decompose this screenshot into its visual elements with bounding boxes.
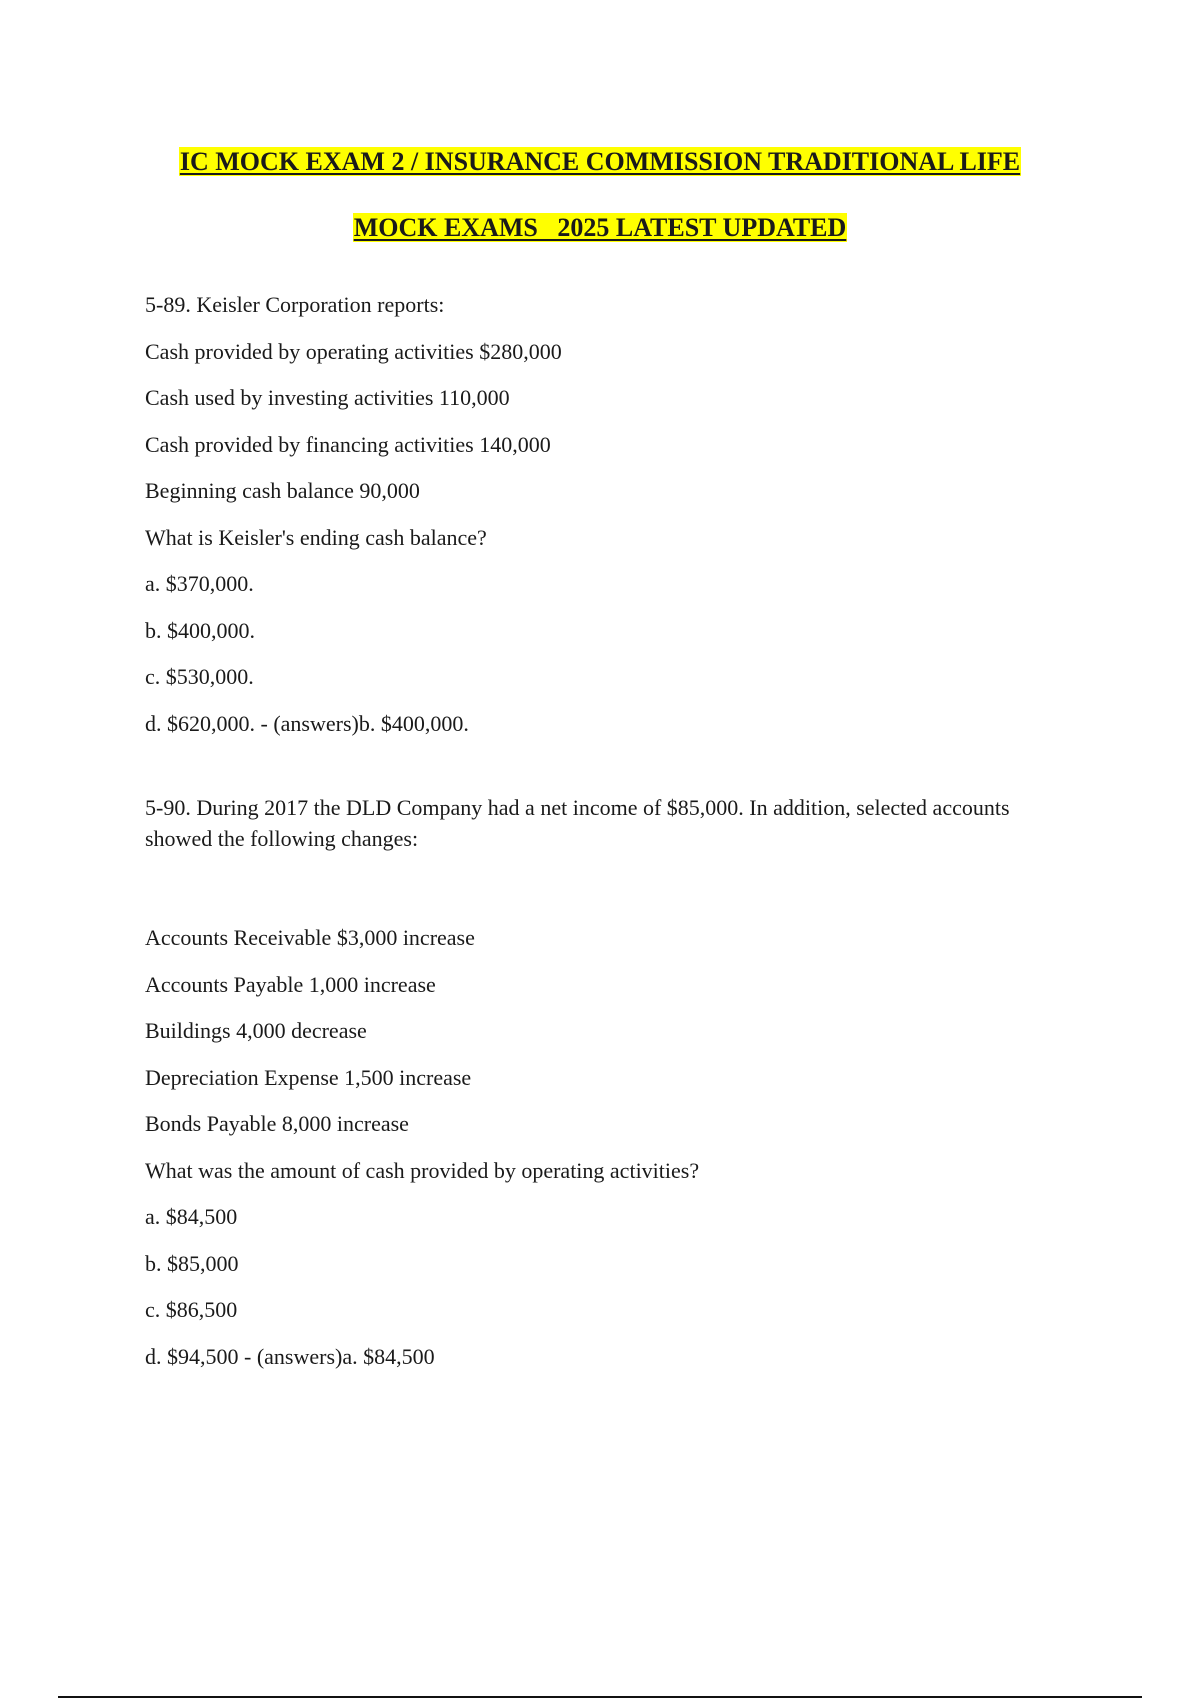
detail-line: Buildings 4,000 decrease <box>145 1018 367 1043</box>
answer-option-c: c. $86,500 <box>145 1297 238 1322</box>
detail-line: Beginning cash balance 90,000 <box>145 478 420 503</box>
footer-divider <box>58 1696 1142 1698</box>
answer-option-b: b. $400,000. <box>145 617 255 643</box>
question-stem: 5-89. Keisler Corporation reports: <box>145 292 445 317</box>
detail-line: Cash provided by financing activities 140,000 <box>145 431 551 457</box>
question-5-89 <box>145 282 1045 747</box>
answer-option-d: d. $620,000. - (answers)b. $400,000. <box>145 710 469 736</box>
answer-option-a: a. $370,000. <box>145 571 254 596</box>
title-text-2: MOCK EXAMS 2025 LATEST UPDATED <box>353 213 847 242</box>
detail-line: Depreciation Expense 1,500 increase <box>145 1064 472 1090</box>
question-stem: 5-90. During 2017 the DLD Company had a net income of $85,000. In addition, selected accounts showed the following changes: <box>145 795 1010 851</box>
question-prompt: What was the amount of cash provided by operating activities? <box>145 1157 700 1183</box>
answer-option-b: b. $85,000 <box>145 1250 239 1276</box>
detail-line: Cash used by investing activities 110,000 <box>145 385 510 410</box>
detail-line: Accounts Payable 1,000 increase <box>145 971 436 997</box>
document-title-line-2 <box>0 211 1200 245</box>
title-text-1: IC MOCK EXAM 2 / INSURANCE COMMISSION TRADITIONAL LIFE <box>179 147 1021 176</box>
question-prompt: What is Keisler's ending cash balance? <box>145 524 487 550</box>
detail-line: Accounts Receivable $3,000 increase <box>145 925 475 950</box>
answer-option-c: c. $530,000. <box>145 664 254 689</box>
detail-line: Bonds Payable 8,000 increase <box>145 1111 409 1136</box>
answer-option-a: a. $84,500 <box>145 1204 238 1229</box>
answer-option-d: d. $94,500 - (answers)a. $84,500 <box>145 1343 435 1369</box>
document-title-line-1 <box>0 145 1200 179</box>
question-5-90 <box>145 792 1045 1380</box>
detail-line: Cash provided by operating activities $280,000 <box>145 338 562 364</box>
